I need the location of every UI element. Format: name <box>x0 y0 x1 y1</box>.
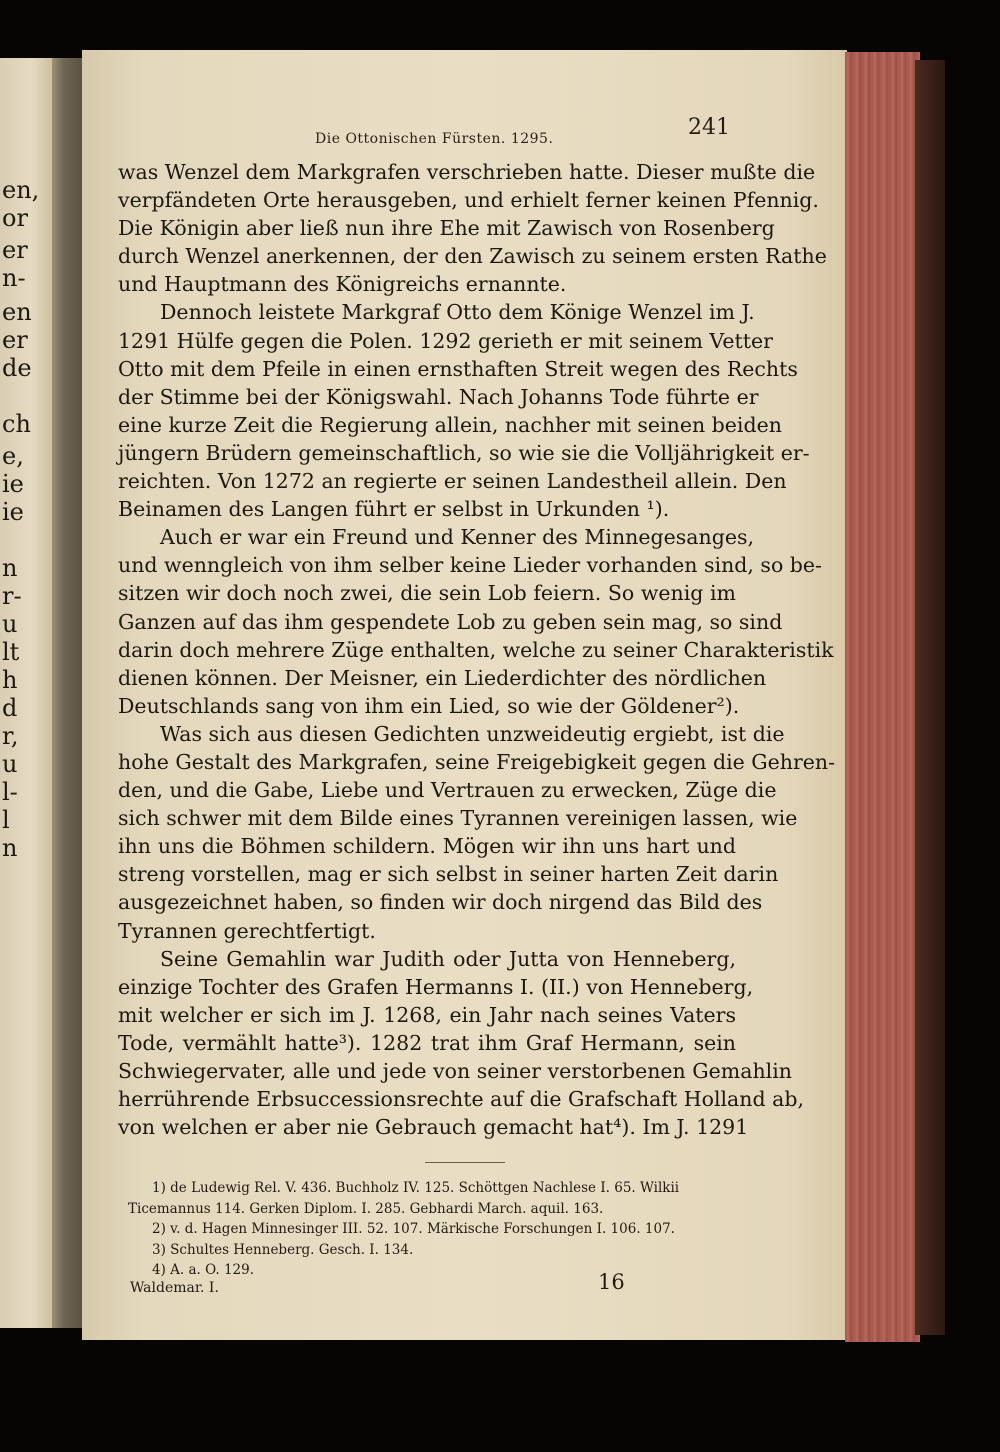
text-line: Auch er war ein Freund und Kenner des Minnegesanges, <box>160 525 755 550</box>
footnote-line: 1) de Ludewig Rel. V. 436. Buchholz IV. 125. Schöttgen Nachlese I. 65. Wilkii <box>152 1180 680 1196</box>
book-cover-edge <box>915 60 945 1335</box>
text-line: sitzen wir doch noch zwei, die sein Lob feiern. So wenig im <box>118 581 736 606</box>
running-header: Die Ottonischen Fürsten. 1295. <box>315 131 554 147</box>
facing-page-fragment: en <box>2 298 32 326</box>
facing-page-fragment: lt <box>2 638 20 666</box>
text-line: Tode, vermählt hatte³). 1282 trat ihm Graf Hermann, sein <box>118 1030 736 1055</box>
facing-page-fragment: e, <box>2 442 24 470</box>
footnote-rule <box>425 1162 505 1163</box>
text-line: streng vorstellen, mag er sich selbst in seiner harten Zeit darin <box>118 862 779 887</box>
facing-page-fragment: n- <box>2 264 26 292</box>
text-line: Tyrannen gerechtfertigt. <box>118 918 376 943</box>
footnote-line: Ticemannus 114. Gerken Diplom. I. 285. Gebhardi March. aquil. 163. <box>128 1200 604 1217</box>
text-line: den, und die Gabe, Liebe und Vertrauen zu erwecken, Züge die <box>118 778 777 803</box>
text-line: Deutschlands sang von ihm ein Lied, so wie der Göldener²). <box>118 693 740 718</box>
facing-page-fragment: ch <box>2 410 31 438</box>
book-gutter <box>52 58 82 1328</box>
facing-page-fragment: or <box>2 204 28 232</box>
text-line: Seine Gemahlin war Judith oder Jutta von Henneberg, <box>160 946 736 971</box>
text-line: Was sich aus diesen Gedichten unzweideutig ergiebt, ist die <box>160 721 785 746</box>
page-block-edge <box>845 52 920 1342</box>
text-line: jüngern Brüdern gemeinschaftlich, so wie sie die Volljährigkeit er- <box>118 440 810 465</box>
text-line: und Hauptmann des Königreichs ernannte. <box>118 272 567 297</box>
facing-page-fragment: r- <box>2 582 22 610</box>
facing-page-fragment: n <box>2 834 18 862</box>
facing-page-fragment: de <box>2 354 32 382</box>
text-line: ausgezeichnet haben, so finden wir doch nirgend das Bild des <box>118 890 763 915</box>
text-line: einzige Tochter des Grafen Hermanns I. (II.) von Henneberg, <box>118 974 754 999</box>
text-line: Schwiegervater, alle und jede von seiner verstorbenen Gemahlin <box>118 1059 792 1083</box>
footnotes <box>128 1178 738 1281</box>
facing-page-fragment: l- <box>2 778 18 806</box>
facing-page-fragment: d <box>2 694 18 722</box>
body-text <box>118 158 836 1141</box>
text-line: reichten. Von 1272 an regierte er seinen Landestheil allein. Den <box>118 469 787 494</box>
footnote-line: 4) A. a. O. 129. <box>152 1262 255 1278</box>
facing-page-fragment: en, <box>2 176 40 204</box>
text-line: ihn uns die Böhmen schildern. Mögen wir ihn uns hart und <box>118 834 736 859</box>
footnote-line: 2) v. d. Hagen Minnesinger III. 52. 107. Märkische Forschungen I. 106. 107. <box>152 1221 675 1237</box>
page-number: 241 <box>688 115 730 140</box>
text-line: darin doch mehrere Züge enthalten, welche zu seiner Charakteristik <box>118 637 834 662</box>
facing-page-fragment: l <box>2 806 10 834</box>
facing-page-fragment: u <box>2 610 18 638</box>
text-line: verpfändeten Orte herausgeben, und erhielt ferner keinen Pfennig. <box>118 188 819 213</box>
sheet-number: 16 <box>598 1270 625 1294</box>
facing-page-fragment: u <box>2 750 18 778</box>
facing-page-fragment: r, <box>2 722 19 750</box>
signature-mark: Waldemar. I. <box>130 1280 219 1296</box>
text-line: sich schwer mit dem Bilde eines Tyrannen vereinigen lassen, wie <box>118 806 798 831</box>
text-line: Ganzen auf das ihm gespendete Lob zu geben sein mag, so sind <box>118 609 783 634</box>
facing-page-fragment: n <box>2 554 18 582</box>
text-line: hohe Gestalt des Markgrafen, seine Freigebigkeit gegen die Gehren- <box>118 749 836 774</box>
text-line: Beinamen des Langen führt er selbst in Urkunden ¹). <box>118 497 670 522</box>
facing-page-fragment: er <box>2 326 28 354</box>
facing-page-edge <box>0 58 52 1328</box>
text-line: herrührende Erbsuccessionsrechte auf die Grafschaft Holland ab, <box>118 1087 804 1112</box>
facing-page-fragment: ie <box>2 470 24 498</box>
facing-page-fragment: ie <box>2 498 24 526</box>
text-line: 1291 Hülfe gegen die Polen. 1292 gerieth er mit seinem Vetter <box>118 328 773 353</box>
text-line: mit welcher er sich im J. 1268, ein Jahr nach seines Vaters <box>118 1002 736 1027</box>
text-line: und wenngleich von ihm selber keine Lieder vorhanden sind, so be- <box>118 553 822 578</box>
text-line: Otto mit dem Pfeile in einen ernsthaften Streit wegen des Rechts <box>118 356 798 381</box>
facing-page-fragment: er <box>2 236 28 264</box>
text-line: durch Wenzel anerkennen, der den Zawisch zu seinem ersten Rathe <box>118 244 827 269</box>
text-line: Die Königin aber ließ nun ihre Ehe mit Zawisch von Rosenberg <box>118 216 775 241</box>
facing-page-fragment: h <box>2 666 18 694</box>
text-line: eine kurze Zeit die Regierung allein, nachher mit seinen beiden <box>118 412 782 437</box>
text-line: von welchen er aber nie Gebrauch gemacht hat⁴). Im J. 1291 <box>118 1115 749 1140</box>
footnote-line: 3) Schultes Henneberg. Gesch. I. 134. <box>152 1241 414 1258</box>
text-line: der Stimme bei der Königswahl. Nach Johanns Tode führte er <box>118 384 759 409</box>
text-line: dienen können. Der Meisner, ein Liederdichter des nördlichen <box>118 665 767 690</box>
text-line: Dennoch leistete Markgraf Otto dem Könige Wenzel im J. <box>160 300 755 325</box>
text-line: was Wenzel dem Markgrafen verschrieben hatte. Dieser mußte die <box>118 160 816 184</box>
